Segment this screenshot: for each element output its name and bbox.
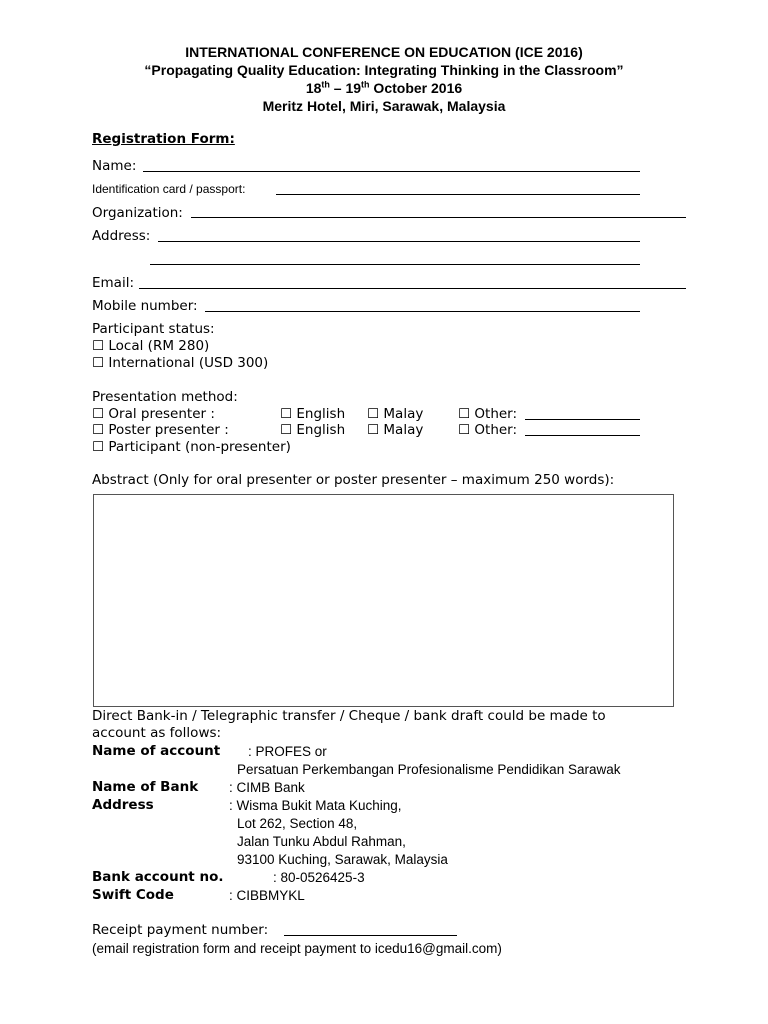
international-checkbox[interactable]: ☐ International (USD 300) <box>92 355 269 371</box>
address-field-2[interactable] <box>150 264 640 265</box>
date-start-suffix: th <box>321 79 330 90</box>
account-name-value-full: Persatuan Perkembangan Profesionalisme Pendidikan Sarawak <box>237 762 621 777</box>
date-separator: – 19 <box>329 80 362 96</box>
name-field[interactable] <box>143 171 640 172</box>
id-field[interactable] <box>276 194 640 195</box>
conference-title: INTERNATIONAL CONFERENCE ON EDUCATION (ICE 2016) <box>185 44 583 60</box>
poster-english-checkbox[interactable]: ☐ English <box>280 422 346 438</box>
receipt-number-field[interactable] <box>284 935 457 936</box>
email-label: Email: <box>92 275 135 291</box>
oral-presenter-checkbox[interactable]: ☐ Oral presenter : <box>92 406 215 422</box>
non-presenter-checkbox[interactable]: ☐ Participant (non-presenter) <box>92 439 291 455</box>
bank-address-line-4: 93100 Kuching, Sarawak, Malaysia <box>237 852 448 867</box>
swift-code-value: : CIBBMYKL <box>229 888 305 903</box>
swift-code-label: Swift Code <box>92 887 174 903</box>
address-label: Address: <box>92 228 151 244</box>
address-field-1[interactable] <box>158 241 640 242</box>
account-number-value: : 80-0526425-3 <box>273 870 365 885</box>
id-label: Identification card / passport: <box>92 182 246 196</box>
organization-label: Organization: <box>92 205 183 221</box>
date-end-suffix: th <box>361 79 370 90</box>
payment-intro-line-1: Direct Bank-in / Telegraphic transfer / Cheque / bank draft could be made to <box>92 708 606 724</box>
mobile-label: Mobile number: <box>92 298 198 314</box>
date-rest: October 2016 <box>369 80 463 96</box>
poster-malay-checkbox[interactable]: ☐ Malay <box>367 422 424 438</box>
presentation-method-label: Presentation method: <box>92 389 238 405</box>
mobile-field[interactable] <box>205 311 640 312</box>
receipt-number-label: Receipt payment number: <box>92 922 269 938</box>
conference-theme: “Propagating Quality Education: Integrating Thinking in the Classroom” <box>144 62 624 78</box>
oral-malay-checkbox[interactable]: ☐ Malay <box>367 406 424 422</box>
bank-name-value: : CIMB Bank <box>229 780 305 795</box>
abstract-label: Abstract (Only for oral presenter or poster presenter – maximum 250 words): <box>92 472 615 488</box>
bank-address-line-2: Lot 262, Section 48, <box>237 816 358 831</box>
bank-address-label: Address <box>92 797 154 813</box>
abstract-input-box[interactable] <box>93 494 674 707</box>
participant-status-label: Participant status: <box>92 321 215 337</box>
account-name-label: Name of account <box>92 743 221 759</box>
registration-heading: Registration Form: <box>92 131 235 147</box>
poster-other-checkbox[interactable]: ☐ Other: <box>458 422 518 438</box>
email-instruction-note: (email registration form and receipt payment to icedu16@gmail.com) <box>92 941 502 956</box>
bank-name-label: Name of Bank <box>92 779 199 795</box>
oral-other-field[interactable] <box>525 419 640 420</box>
local-checkbox[interactable]: ☐ Local (RM 280) <box>92 338 210 354</box>
poster-other-field[interactable] <box>525 435 640 436</box>
conference-date <box>0 79 768 97</box>
name-label: Name: <box>92 158 137 174</box>
bank-address-line-3: Jalan Tunku Abdul Rahman, <box>237 834 406 849</box>
poster-presenter-checkbox[interactable]: ☐ Poster presenter : <box>92 422 229 438</box>
oral-other-checkbox[interactable]: ☐ Other: <box>458 406 518 422</box>
organization-field[interactable] <box>191 217 686 218</box>
account-number-label: Bank account no. <box>92 869 224 885</box>
date-start: 18 <box>305 80 322 96</box>
account-name-value: : PROFES or <box>248 744 327 759</box>
bank-address-line-1: : Wisma Bukit Mata Kuching, <box>229 798 402 813</box>
email-field[interactable] <box>139 288 686 289</box>
oral-english-checkbox[interactable]: ☐ English <box>280 406 346 422</box>
payment-intro-line-2: account as follows: <box>92 725 222 741</box>
conference-venue: Meritz Hotel, Miri, Sarawak, Malaysia <box>262 98 506 114</box>
